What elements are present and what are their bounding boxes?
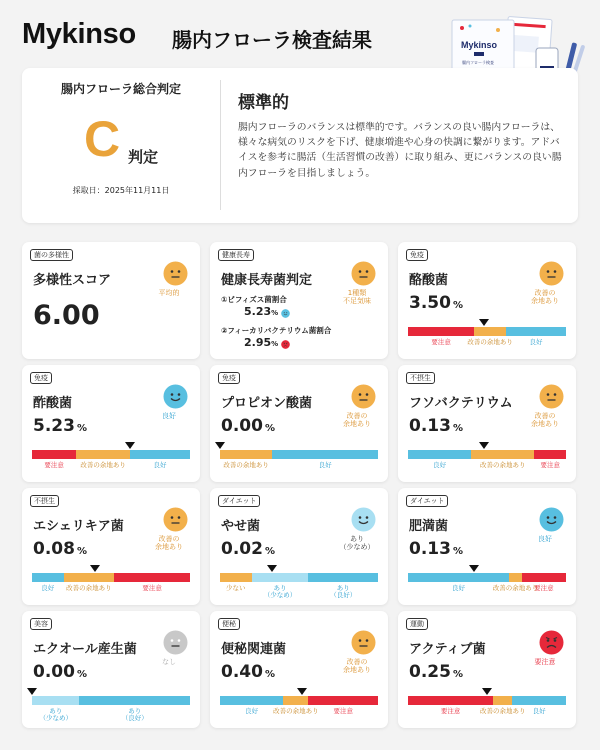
- level-marker: [482, 688, 492, 695]
- bar-segment: [114, 573, 190, 582]
- neutral-face-icon: [351, 630, 376, 655]
- category-tag: 不摂生: [406, 372, 435, 384]
- neutral-face-icon: [539, 261, 564, 286]
- bar-segment: [32, 573, 64, 582]
- level-bar-labels: [408, 462, 566, 482]
- level-bar: [220, 450, 378, 459]
- card-title: エクオール産生菌: [33, 642, 137, 657]
- level-bar-labels: [408, 585, 566, 605]
- category-tag: 健康長寿: [218, 249, 254, 261]
- sad-face-icon: [281, 339, 290, 348]
- category-tag: 免疫: [30, 372, 52, 384]
- card-title: やせ菌: [221, 519, 261, 534]
- category-tag: 運動: [406, 618, 428, 630]
- bar-segment: [76, 450, 130, 459]
- sub-metric-label: ②フィーカリバクテリウム菌割合: [221, 326, 332, 335]
- metric-number: 0.08: [33, 539, 75, 559]
- bar-segment: [506, 327, 566, 336]
- collection-date: 採取日：2025年11月11日: [72, 186, 170, 195]
- bar-segment: [220, 450, 272, 459]
- card-title: アクティブ菌: [409, 642, 486, 657]
- category-tag: 美容: [30, 618, 52, 630]
- result-card: [210, 488, 388, 605]
- unit: %: [264, 546, 275, 557]
- status-label: 改善の 余地あり: [531, 289, 559, 306]
- level-bar-labels: [32, 708, 190, 728]
- level-bar: [408, 327, 566, 336]
- category-tag: 不摂生: [30, 495, 59, 507]
- bar-segment: [493, 696, 512, 705]
- level-bar: [32, 573, 190, 582]
- bar-segment-label: 要注意: [44, 461, 64, 469]
- bar-segment-label: 良好: [153, 461, 167, 469]
- bar-segment-label: 少ない: [226, 584, 246, 592]
- status-label: あり （少なめ）: [339, 535, 375, 552]
- bar-segment-label: 要注意: [440, 707, 461, 715]
- neutral-face-icon: [163, 507, 188, 532]
- unit: %: [271, 340, 279, 348]
- category-tag: 免疫: [406, 249, 428, 261]
- neutral-face-icon: [351, 384, 376, 409]
- bar-segment-label: あり （良好）: [330, 584, 357, 600]
- level-bar-labels: [32, 462, 190, 482]
- card-title: 酢酸菌: [33, 396, 73, 411]
- category-tag: ダイエット: [406, 495, 448, 507]
- sub-metric-number: 2.95: [244, 336, 272, 349]
- neutral-face-icon: [539, 384, 564, 409]
- level-bar: [220, 573, 378, 582]
- bar-segment-label: 要注意: [431, 338, 451, 346]
- level-bar-labels: [220, 462, 378, 482]
- category-tag: ダイエット: [218, 495, 260, 507]
- divider: [220, 80, 221, 210]
- status-label: 1種類 不足気味: [343, 289, 371, 306]
- status-label: 改善の 余地あり: [343, 658, 371, 675]
- status-label: 良好: [538, 535, 552, 543]
- bar-segment-label: あり （少なめ）: [39, 707, 72, 723]
- metric-value: [409, 662, 463, 682]
- sad-face-icon: [539, 630, 564, 655]
- level-marker: [27, 688, 37, 695]
- card-title: エシェリキア菌: [33, 519, 124, 534]
- bar-segment: [308, 696, 378, 705]
- bar-segment: [283, 696, 308, 705]
- bar-segment-label: あり （少なめ）: [263, 584, 297, 600]
- bar-segment-label: あり （良好）: [121, 707, 148, 723]
- status-label: 改善の 余地あり: [343, 412, 371, 429]
- metric-value: [33, 539, 87, 559]
- blank-face-icon: [163, 630, 188, 655]
- happy-face-icon: [163, 384, 188, 409]
- sub-metric-label: ①ビフィズス菌割合: [221, 295, 287, 304]
- result-card: [22, 365, 200, 482]
- bar-segment-label: 良好: [452, 584, 466, 592]
- level-marker: [267, 565, 277, 572]
- level-marker: [479, 442, 489, 449]
- bar-segment-label: 良好: [41, 584, 55, 592]
- level-bar-labels: [220, 708, 378, 728]
- bar-segment-label: 要注意: [540, 461, 560, 469]
- level-marker: [479, 319, 489, 326]
- sub-metric-value: [244, 336, 290, 349]
- unit: %: [452, 423, 463, 434]
- sub-metric-value: [244, 305, 290, 318]
- card-title: 便秘関連菌: [221, 642, 287, 657]
- level-bar-labels: [408, 339, 566, 359]
- bar-segment-label: 改善の余地あり: [467, 338, 513, 346]
- level-bar: [32, 696, 190, 705]
- result-card: [398, 365, 576, 482]
- bar-segment-label: 要注意: [142, 584, 162, 592]
- unit: %: [264, 669, 275, 680]
- bar-segment-label: 改善の余地あり: [80, 461, 126, 469]
- level-marker: [469, 565, 479, 572]
- overall-description: 腸内フローラのバランスは標準的です。バランスの良い腸内フローラは、様々な病気のリスクを下げ、健康増進や心身の快調に繋がります。アドバイスを参考に腸活（生活習慣の改善）に取り組み、更にバランスの良い腸内フローラを目指しましょう。: [238, 122, 562, 179]
- level-bar: [408, 696, 566, 705]
- bar-segment-label: 良好: [529, 338, 543, 346]
- card-title: 酪酸菌: [409, 273, 449, 288]
- metric-value: [409, 293, 463, 313]
- metric-number: 0.02: [221, 539, 263, 559]
- bar-segment: [408, 573, 509, 582]
- category-tag: 便秘: [218, 618, 240, 630]
- neutral-face-icon: [163, 261, 188, 286]
- bar-segment: [308, 573, 378, 582]
- level-bar-labels: [32, 585, 190, 605]
- level-marker: [125, 442, 135, 449]
- unit: %: [264, 423, 275, 434]
- metric-number: 0.00: [33, 662, 75, 682]
- level-bar: [408, 450, 566, 459]
- status-label: 平均的: [158, 289, 180, 297]
- metric-value: [33, 662, 87, 682]
- unit: %: [76, 546, 87, 557]
- unit: %: [452, 669, 463, 680]
- bar-segment-label: 改善の余地あり: [66, 584, 112, 592]
- level-bar: [220, 696, 378, 705]
- bar-segment-label: 要注意: [333, 707, 353, 715]
- bar-segment: [534, 450, 566, 459]
- bar-segment: [272, 450, 378, 459]
- bar-segment: [408, 696, 493, 705]
- result-card: [22, 488, 200, 605]
- neutral-face-icon: [351, 261, 376, 286]
- category-tag: 菌の多様性: [30, 249, 73, 261]
- bar-segment-label: 改善の余地あり: [480, 461, 526, 469]
- unit: %: [452, 546, 463, 557]
- header: [0, 0, 600, 70]
- status-label: 良好: [162, 412, 176, 420]
- metric-number: 5.23: [33, 416, 75, 436]
- card-title: 多様性スコア: [33, 273, 112, 288]
- unit: %: [76, 423, 87, 434]
- bar-segment-label: 改善の余地あり: [480, 707, 526, 715]
- bar-segment: [471, 450, 534, 459]
- level-bar: [32, 450, 190, 459]
- metric-value: [409, 416, 463, 436]
- metric-value: [409, 539, 463, 559]
- result-card: [22, 242, 200, 359]
- overall-heading: 標準的: [238, 93, 289, 113]
- unit: %: [76, 669, 87, 680]
- sub-metric-number: 5.23: [244, 305, 272, 318]
- level-bar-labels: [408, 708, 566, 728]
- card-title: フソバクテリウム: [409, 396, 513, 411]
- status-label: なし: [162, 658, 176, 666]
- metric-number: 0.13: [409, 416, 451, 436]
- bar-segment-label: 良好: [433, 461, 447, 469]
- level-marker: [215, 442, 225, 449]
- bar-segment-label: 要注意: [534, 584, 554, 592]
- metric-number: 0.25: [409, 662, 451, 682]
- bar-segment: [220, 696, 283, 705]
- bar-segment: [130, 450, 190, 459]
- result-card: [210, 242, 388, 359]
- bar-segment: [512, 696, 566, 705]
- happy-face-icon: [539, 507, 564, 532]
- level-bar: [408, 573, 566, 582]
- bar-segment: [79, 696, 190, 705]
- bar-segment: [522, 573, 566, 582]
- result-card: [210, 365, 388, 482]
- metric-value: [221, 539, 275, 559]
- kit-brand: Mykinso: [461, 40, 498, 50]
- happy-face-icon: [281, 308, 290, 317]
- bar-segment: [32, 450, 76, 459]
- status-label: 改善の 余地あり: [531, 412, 559, 429]
- bar-segment: [220, 573, 252, 582]
- result-card: [398, 488, 576, 605]
- level-bar-labels: [220, 585, 378, 605]
- bar-segment: [64, 573, 115, 582]
- overall-result-card: [22, 68, 578, 223]
- metric-number: 0.40: [221, 662, 263, 682]
- bar-segment: [408, 327, 474, 336]
- bar-segment-label: 改善の余地あり: [223, 461, 269, 469]
- metric-number: 0.00: [221, 416, 263, 436]
- unit: %: [271, 309, 279, 317]
- bar-segment: [408, 450, 471, 459]
- happy-face-icon: [351, 507, 376, 532]
- bar-segment: [509, 573, 522, 582]
- bar-segment-label: 改善の余地あり: [492, 584, 539, 592]
- unit: %: [452, 300, 463, 311]
- metric-number: 3.50: [409, 293, 451, 313]
- category-tag: 免疫: [218, 372, 240, 384]
- result-card: [398, 242, 576, 359]
- score-value: 6.00: [33, 300, 100, 331]
- bar-segment: [32, 696, 79, 705]
- status-label: 改善の 余地あり: [155, 535, 183, 552]
- metric-value: [33, 416, 87, 436]
- result-card: [398, 611, 576, 728]
- card-title: 肥満菌: [409, 519, 449, 534]
- card-title: 健康長寿菌判定: [221, 273, 313, 288]
- metric-number: 0.13: [409, 539, 451, 559]
- result-card: [22, 611, 200, 728]
- overall-grade-label: 腸内フローラ総合判定: [60, 82, 181, 96]
- metric-value: [221, 662, 275, 682]
- kit-label: 腸内フローラ検査: [462, 60, 494, 65]
- bar-segment-label: 良好: [318, 461, 332, 469]
- brand-logo: Mykinso: [22, 18, 136, 50]
- overall-grade-panel: [22, 68, 220, 223]
- level-marker: [297, 688, 307, 695]
- bar-segment-label: 改善の余地あり: [273, 707, 319, 715]
- grade-suffix: 判定: [128, 148, 159, 166]
- bar-segment: [252, 573, 309, 582]
- card-title: プロピオン酸菌: [221, 396, 313, 411]
- bar-segment: [474, 327, 506, 336]
- metric-value: [221, 416, 275, 436]
- level-marker: [90, 565, 100, 572]
- page-title: 腸内フローラ検査結果: [172, 28, 372, 52]
- bar-segment-label: 良好: [532, 707, 546, 715]
- result-card: [210, 611, 388, 728]
- bar-segment-label: 良好: [245, 707, 259, 715]
- status-label: 要注意: [534, 658, 556, 666]
- overall-grade: C: [84, 111, 121, 167]
